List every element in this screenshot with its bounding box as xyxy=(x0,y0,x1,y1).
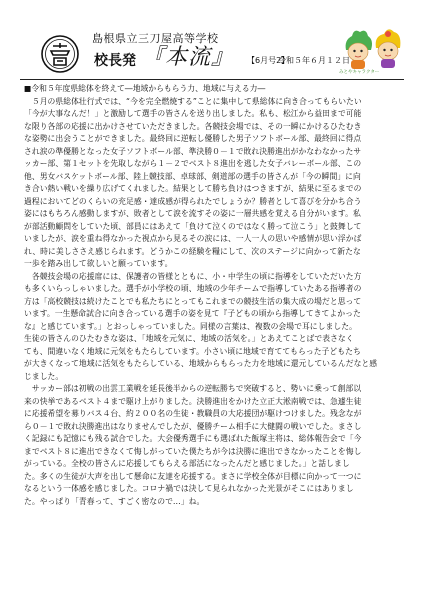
principal-label: 校長発 xyxy=(94,53,136,69)
article-paragraph: 各競技会場の応援席には、保護者の皆様とともに、小・中学生の頃に指導をしていただいた方 も多くいらっしゃいました。選手が小学校の頃、地域の少年チームで指導していたある指導者の 方は「高校競技は続けたことでも私たちにとってもこれまでの競技生活の集大成の場だと思って います。一生懸命試合に向き合っている選手の姿を見て『子どもの頃から指導してきてよかった な』と感じています。」とおっしゃっていました。同様の言葉は、複数の会場で耳にしました。 生徒の皆さんのひたむきな姿は、「地域を元気に、地域の活気を。」とあえてことばで表さなく ても、間違いなく地域に元気をもたらしています。小さい頃に地域で育ててもらった子どもたち が大きくなって地域に活気をもたらしている、地域からもらった力を地域に還元しているんだなと感 じました。 xyxy=(24,271,378,381)
article-heading: ■令和５年度県総体を終えて―地域からもらう力、地域に与える力― xyxy=(24,84,266,93)
school-emblem-logo xyxy=(40,34,80,74)
article-body xyxy=(24,83,402,508)
article-paragraph: ５月の県総体壮行式では、“今を完全燃焼する”ことに集中して県総体に向き合ってもらいたい 「今が大事なんだ！」と激励して選手の皆さんを送り出しました。私も、松江から益田まで可能 な限り各部の応援に出かけさせていただきました。各競技会場では、その一瞬にかけるひたむき な姿勢に出会うことができました。最終回に逆転し優勝した男子ソフトボール部、最終回に得点 され涙の準優勝となった女子ソフトボール部、準決勝０－１で敗れ決勝進出がかなわなかったサ ッカー部、第１セットを先取しながら１－２でベスト８進出を逃した女子バレーボール部、この 他、男女バスケットボール部、陸上競技部、卓球部、剣道部の選手の皆さんが「今の瞬間」に向 き合い熱い戦いを繰り広げてくれました。結果として勝ち負けはつきますが、結果に至るまでの 過程においてどのくらいの充足感・達成感が得られたでしょうか？勝者として喜びを分かち合う 姿にはもちろん感動しますが、敗者として涙を流すその姿に一層共感を覚える自分がいます。私 が部活動顧問をしていた頃、部員にはあえて「負けて泣くのではなく勝って泣こう」と鼓舞して いましたが、涙を重ね得なかった視点から見るその涙には、一人一人の思いや感情が思い浮かば れ、時に美しささえ感じられます。どうかこの経験を糧にして、次のステージに向かって新たな 一歩を踏み出して欲しいと願っています。 xyxy=(24,96,362,268)
issue-date: 令和５年６月１２日 xyxy=(278,56,350,65)
article-paragraph: サッカー部は初戦の出雲工業戦を延長後半からの逆転勝ちで突破すると、勢いに乗って創部以 来の快挙であるベスト４まで駆け上がりました。決勝進出をかけた立正大淞南戦では、急遽生徒 に応援希望を募りバス４台、約２００名の生徒・教職員の大応援団が駆けつけました。残念なが ら０－１で敗れ決勝進出はなりませんでしたが、優勝チーム相手に大健闘の戦いでした。まさし く記録にも記憶にも残る試合でした。大会優秀選手にも選ばれた飯塚主将は、総体報告会で「今 までベスト８に進出できなくて悔しがっていた僕たちが今は決勝に進出できなかったことを悔し がっている。全校の皆さんに応援してもらえる部活になったんだと感じました。」と話しまし た。多くの生徒が大声を出して懸命に友達を応援する。まさに学校全体が目標に向かって一つに なるという一体感を感じました。コロナ禍では決して見られなかった光景がそこにはありまし た。やっぱり「青春って、すごく密なので…」ね。 xyxy=(24,384,362,506)
school-name: 島根県立三刀屋高等学校 xyxy=(92,32,219,45)
newsletter-title: 『本流』 xyxy=(142,45,235,70)
mascot-caption: みとやキャラクター xyxy=(339,70,380,75)
issue-number: 【6月号2】 xyxy=(247,56,290,65)
header-divider xyxy=(20,79,404,80)
